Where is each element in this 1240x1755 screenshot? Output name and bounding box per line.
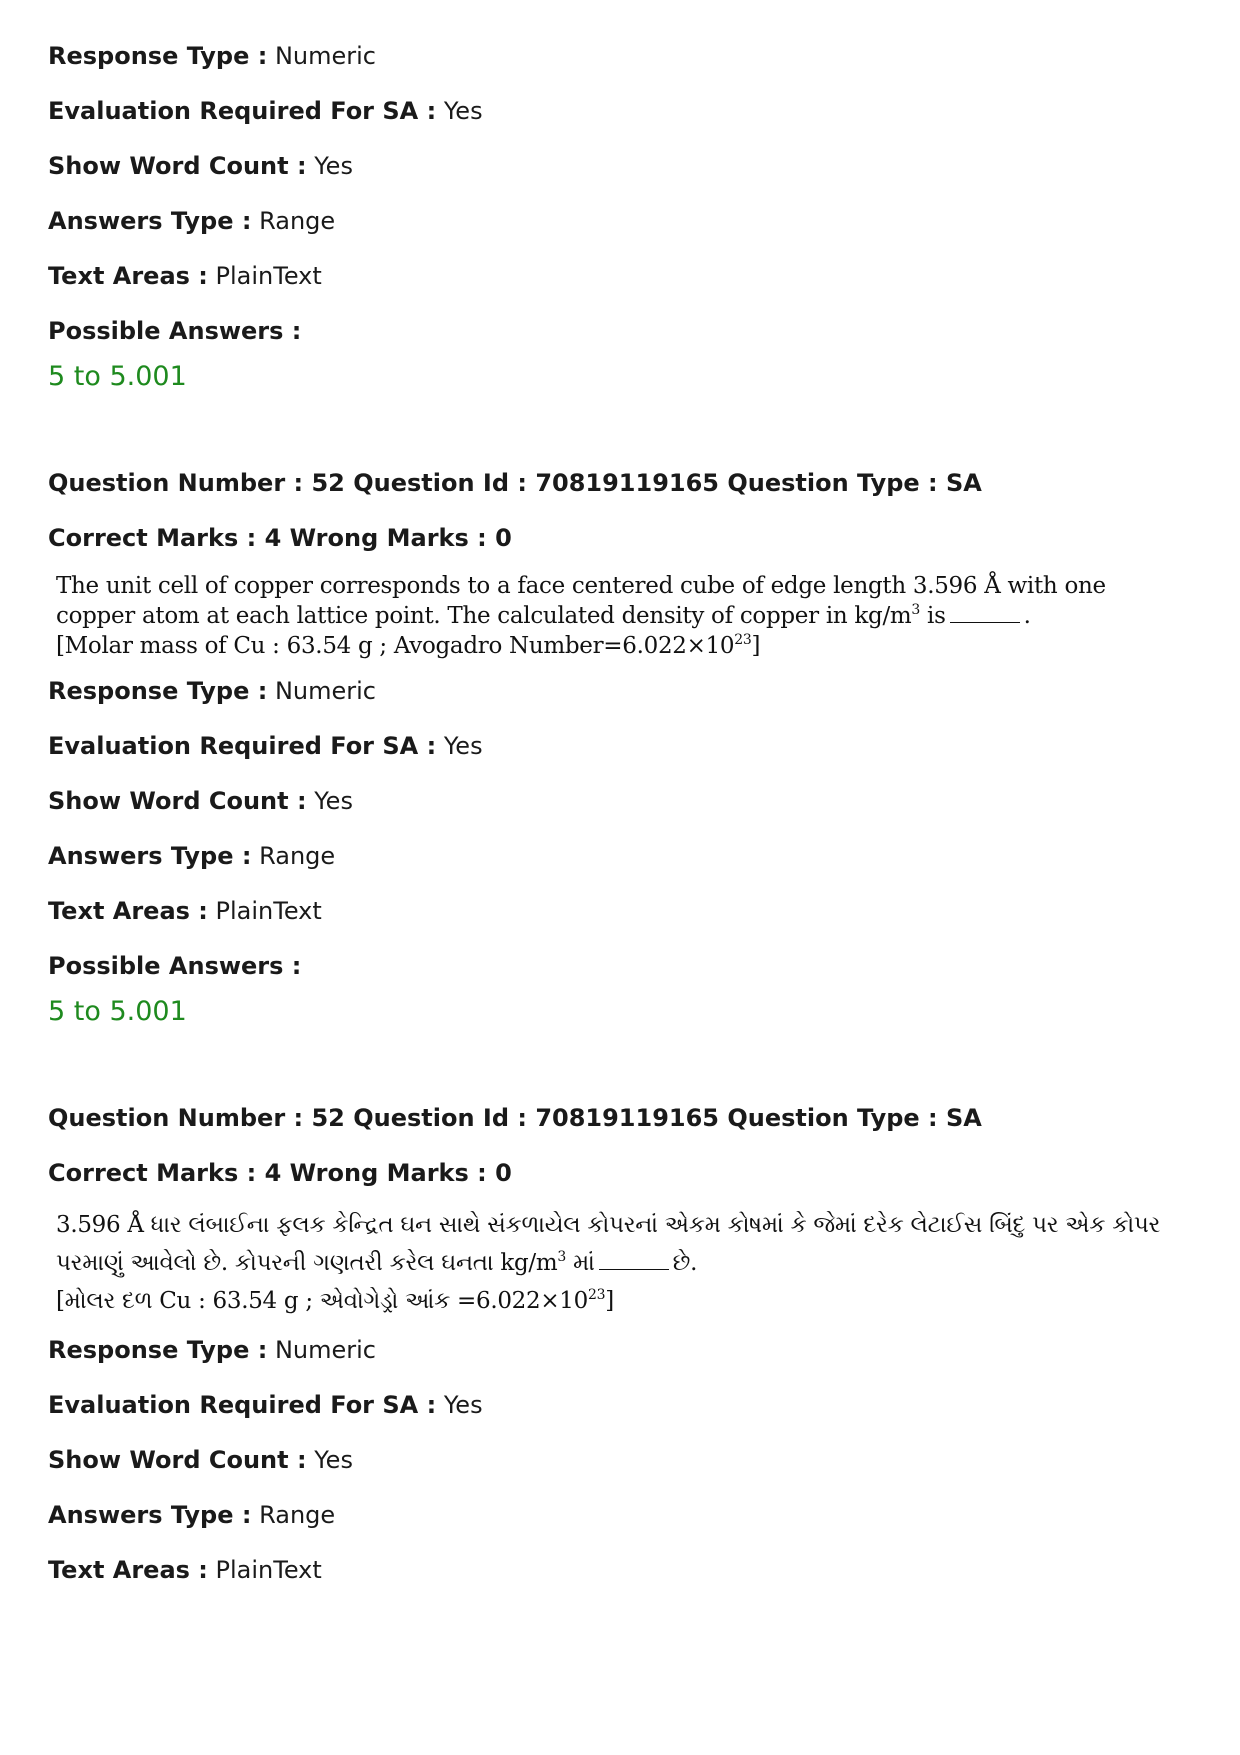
question-header: Question Number : 52 Question Id : 70819119165 Question Type : SA [48, 1104, 982, 1132]
text-areas-label: Text Areas : [48, 262, 208, 290]
question-block-english [48, 467, 1198, 1030]
answer-blank [599, 1251, 669, 1270]
question-text-line-2-superscript: 3 [557, 1249, 567, 1265]
question-text-english [48, 571, 1198, 661]
text-areas-field [48, 895, 1198, 950]
question-text-line-2 [56, 601, 1198, 631]
possible-answer-value: 5 to 5.001 [48, 361, 187, 392]
answers-type-value: Range [259, 207, 336, 235]
show-word-count-label: Show Word Count : [48, 1446, 307, 1474]
response-type-label: Response Type : [48, 1336, 268, 1364]
question-text-line-2 [56, 1244, 1198, 1282]
response-type-value: Numeric [274, 1336, 376, 1364]
evaluation-required-value: Yes [443, 732, 483, 760]
question-paper-page [48, 40, 1198, 1609]
question-text-line-2-part-c: છે. [672, 1250, 698, 1276]
response-type-field [48, 675, 1198, 730]
response-type-label: Response Type : [48, 677, 268, 705]
response-type-field [48, 1334, 1198, 1389]
question-text-line-2-part-c: . [1023, 603, 1031, 629]
evaluation-required-field [48, 1389, 1198, 1444]
response-type-field [48, 40, 1198, 95]
show-word-count-value: Yes [314, 787, 353, 815]
question-text-line-1: 3.596 Å ધાર લંબાઈના ફલક કેન્દ્રિત ઘન સાથે સંકળાયેલ કોપરનાં એકમ કોષમાં કે જેમાં દરેક લેટાઈસ બિંદુ પર એક કોપર [56, 1212, 1161, 1238]
answers-type-field [48, 840, 1198, 895]
show-word-count-value: Yes [314, 1446, 353, 1474]
show-word-count-field [48, 785, 1198, 840]
evaluation-required-value: Yes [443, 1391, 483, 1419]
text-areas-value: PlainText [215, 897, 322, 925]
show-word-count-label: Show Word Count : [48, 787, 307, 815]
possible-answers-field [48, 950, 1198, 990]
question-text-line-3-superscript: 23 [734, 632, 752, 648]
answers-type-value: Range [259, 1501, 336, 1529]
answers-type-label: Answers Type : [48, 842, 252, 870]
text-areas-label: Text Areas : [48, 1556, 208, 1584]
answers-type-field [48, 1499, 1198, 1554]
show-word-count-label: Show Word Count : [48, 152, 307, 180]
answers-type-value: Range [259, 842, 336, 870]
show-word-count-field [48, 150, 1198, 205]
question-text-line-2-part-b: માં [566, 1250, 595, 1276]
text-areas-field [48, 1554, 1198, 1609]
marks-line: Correct Marks : 4 Wrong Marks : 0 [48, 524, 512, 552]
question-text-line-2-part-a: copper atom at each lattice point. The calculated density of copper in kg/m [56, 603, 912, 629]
evaluation-required-field [48, 730, 1198, 785]
question-text-gujarati [48, 1206, 1198, 1320]
question-text-line-3-superscript: 23 [587, 1287, 606, 1303]
possible-answers-label: Possible Answers : [48, 952, 302, 980]
answers-type-label: Answers Type : [48, 207, 252, 235]
question-text-line-2-superscript: 3 [911, 602, 921, 618]
text-areas-field [48, 260, 1198, 315]
question-text-line-2-part-a: પરમાણું આવેલો છે. કોપરની ગણતરી કરેલ ઘનતા kg/m [56, 1250, 558, 1276]
question-text-line-2-part-b: is [920, 603, 946, 629]
question-text-line-3-part-a: [મોલર દળ Cu : 63.54 g ; એવોગેડ્રો આંક =6.022×10 [56, 1288, 588, 1314]
evaluation-required-label: Evaluation Required For SA : [48, 732, 437, 760]
text-areas-value: PlainText [215, 262, 322, 290]
text-areas-label: Text Areas : [48, 897, 208, 925]
question-text-line-3 [56, 1282, 1198, 1320]
question-block-gujarati [48, 1102, 1198, 1609]
evaluation-required-label: Evaluation Required For SA : [48, 97, 437, 125]
response-type-label: Response Type : [48, 42, 268, 70]
response-type-value: Numeric [274, 42, 376, 70]
answers-type-label: Answers Type : [48, 1501, 252, 1529]
text-areas-value: PlainText [215, 1556, 322, 1584]
possible-answer-value: 5 to 5.001 [48, 996, 187, 1027]
evaluation-required-label: Evaluation Required For SA : [48, 1391, 437, 1419]
question-header: Question Number : 52 Question Id : 70819119165 Question Type : SA [48, 469, 982, 497]
question-text-line-3-part-b: ] [751, 633, 761, 659]
response-type-value: Numeric [274, 677, 376, 705]
previous-question-block [48, 40, 1198, 395]
possible-answers-label: Possible Answers : [48, 317, 302, 345]
marks-line: Correct Marks : 4 Wrong Marks : 0 [48, 1159, 512, 1187]
question-text-line-3 [56, 631, 1198, 661]
question-text-line-3-part-b: ] [605, 1288, 614, 1314]
evaluation-required-value: Yes [443, 97, 483, 125]
show-word-count-field [48, 1444, 1198, 1499]
possible-answers-field [48, 315, 1198, 355]
answer-blank [950, 604, 1020, 623]
question-text-line-1: The unit cell of copper corresponds to a face centered cube of edge length 3.596 Å with one [56, 573, 1106, 599]
evaluation-required-field [48, 95, 1198, 150]
answers-type-field [48, 205, 1198, 260]
question-text-line-3-part-a: [Molar mass of Cu : 63.54 g ; Avogadro Number=6.022×10 [56, 633, 735, 659]
show-word-count-value: Yes [314, 152, 353, 180]
